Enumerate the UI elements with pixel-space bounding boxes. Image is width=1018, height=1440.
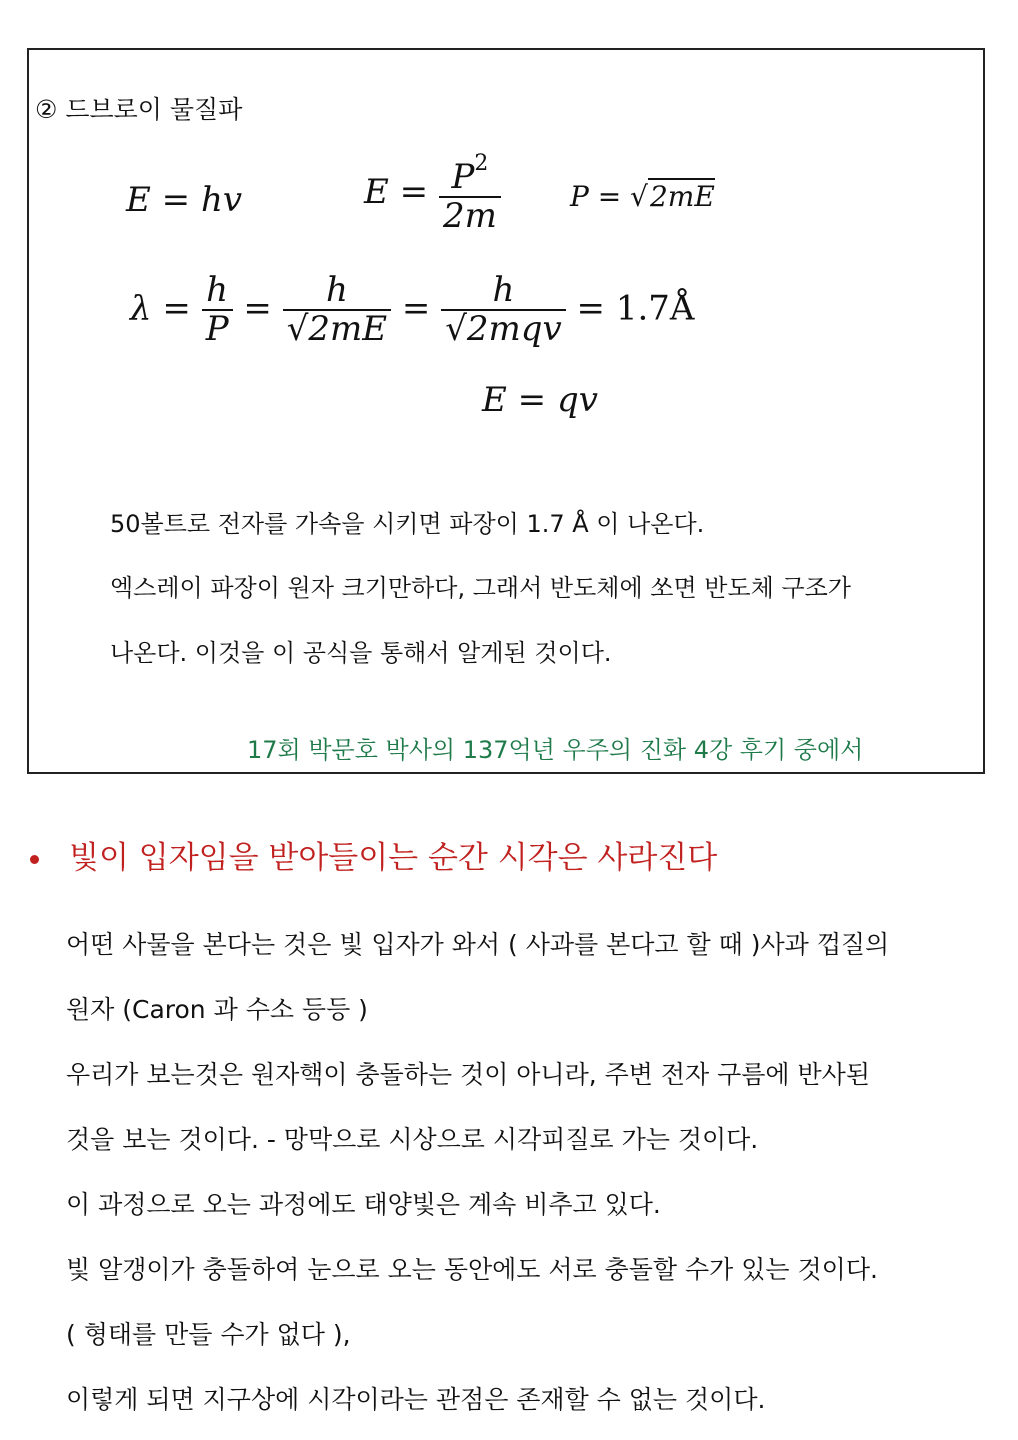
formula-de-broglie-wavelength [130,272,694,349]
body-line: 것을 보는 것이다. - 망막으로 시상으로 시각피질로 가는 것이다. [66,1125,759,1154]
radicand: 2mqv [466,309,562,350]
body-line: ( 형태를 만들 수가 없다 ), [66,1320,351,1349]
var-e: E [482,380,507,420]
var-e: E [126,180,151,220]
fraction [202,272,233,349]
equals-sign: = [576,288,606,329]
result-value: 1.7Å [615,288,695,329]
denominator: 2m [439,196,501,235]
sqrt-icon: √ [286,309,309,350]
bullet-icon [30,855,39,864]
denominator: P [202,309,233,348]
var-p: P [451,157,475,197]
formula-energy-voltage [482,380,598,420]
body-line: 빛 알갱이가 충돌하여 눈으로 오는 동안에도 서로 충돌할 수가 있는 것이다. [66,1255,878,1284]
paragraph-line: 나온다. 이것을 이 공식을 통해서 알게된 것이다. [110,639,612,667]
numerator: h [325,270,348,310]
section-title: ② 드브로이 물질파 [35,95,243,124]
radicand: 2mE [308,309,388,350]
equals-sign: = [517,380,547,420]
fraction [283,272,391,349]
var-p: P [570,180,589,213]
equals-sign: = [401,288,431,329]
equals-sign: = [399,171,429,212]
var-qv: qv [556,380,598,420]
body-line: 이렇게 되면 지구상에 시각이라는 관점은 존재할 수 없는 것이다. [66,1385,766,1414]
radicand: 2mE [649,180,715,213]
formula-kinetic-energy [364,152,501,236]
bullet-text: 빛이 입자임을 받아들이는 순간 시각은 사라진다 [69,840,718,876]
body-line: 우리가 보는것은 원자핵이 충돌하는 것이 아니라, 주변 전자 구름에 반사된 [66,1060,870,1089]
numerator: h [206,270,229,310]
var-hv: hv [200,180,243,220]
paragraph-line: 50볼트로 전자를 가속을 시키면 파장이 1.7 Å 이 나온다. [110,510,705,538]
source-credit: 17회 박문호 박사의 137억년 우주의 진화 4강 후기 중에서 [247,736,864,764]
equals-sign: = [162,288,191,329]
var-e: E [364,171,389,212]
bullet-heading [30,832,717,877]
body-line: 이 과정으로 오는 과정에도 태양빛은 계속 비추고 있다. [66,1190,661,1219]
exponent: 2 [474,151,489,176]
body-line: 어떤 사물을 본다는 것은 빛 입자가 와서 ( 사과를 본다고 할 때 )사과 껍질의 [66,930,890,959]
body-line: 원자 (Caron 과 수소 등등 ) [66,995,368,1024]
equals-sign: = [597,180,622,213]
sqrt-icon: √ [630,180,648,213]
fraction [439,152,501,236]
paragraph-line: 엑스레이 파장이 원자 크기만하다, 그래서 반도체에 쏘면 반도체 구조가 [110,574,851,602]
formula-energy-photon [126,180,242,220]
numerator: h [492,270,515,310]
equals-sign: = [243,288,272,329]
equals-sign: = [161,180,191,220]
formula-momentum [570,180,715,213]
fraction [441,272,566,349]
var-lambda: λ [130,288,152,329]
sqrt-icon: √ [445,309,467,350]
